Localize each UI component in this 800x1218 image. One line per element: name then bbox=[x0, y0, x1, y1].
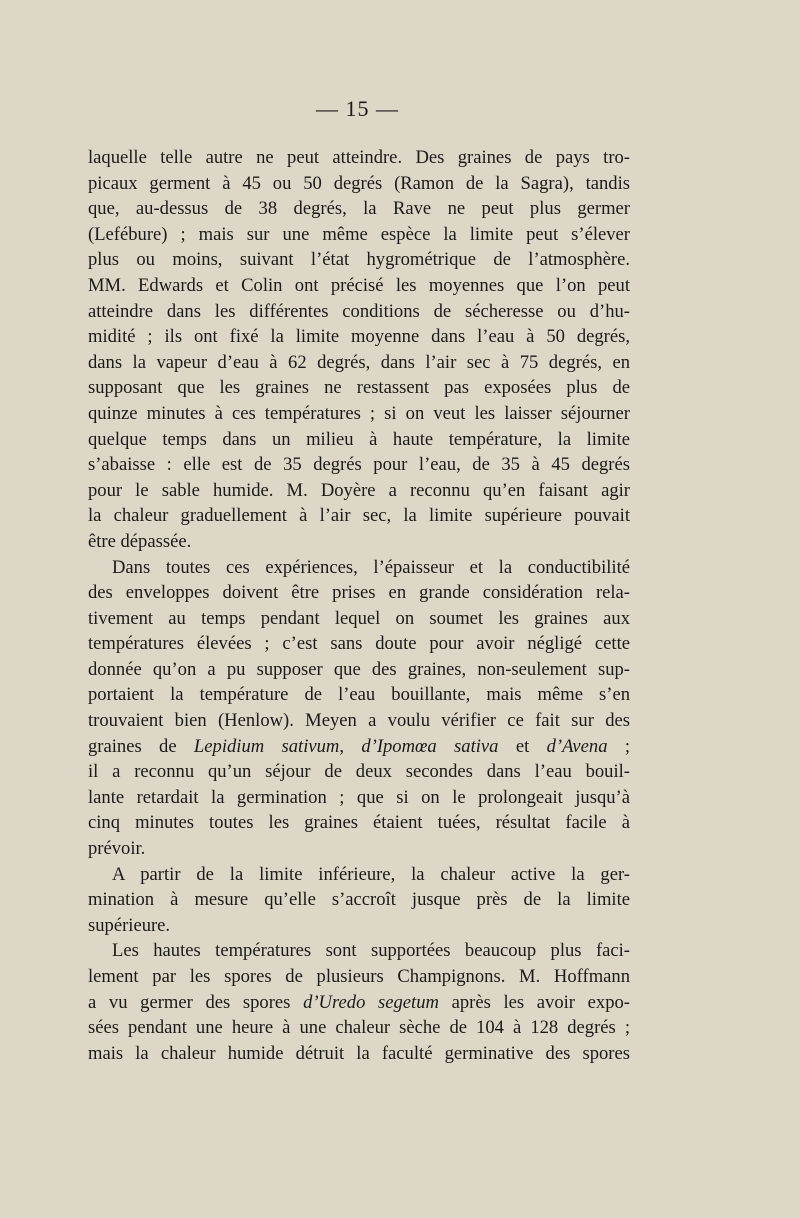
italic-taxon: d’Avena bbox=[546, 735, 608, 757]
italic-taxon: d’Ipomœa sativa bbox=[361, 735, 499, 757]
text-line: Les hautes températures sont supportées beaucoup plus faci- bbox=[112, 940, 630, 962]
text-line: dans la vapeur d’eau à 62 degrés, dans l’air sec à 75 degrés, en bbox=[88, 351, 630, 373]
text-line: laquelle telle autre ne peut atteindre. Des graines de pays tro- bbox=[88, 147, 630, 168]
text-line: mination à mesure qu’elle s’accroît jusque près de la limite bbox=[88, 889, 630, 911]
text-line: cinq minutes toutes les graines étaient tuées, résultat facile à bbox=[88, 812, 630, 834]
text-line: Dans toutes ces expériences, l’épaisseur et la conductibilité bbox=[112, 556, 630, 578]
text-line: (Lefébure) ; mais sur une même espèce la limite peut s’élever bbox=[88, 223, 630, 245]
text-line: quinze minutes à ces températures ; si on veut les laisser séjourner bbox=[88, 402, 630, 424]
paragraph bbox=[88, 145, 630, 555]
text-line: a vu germer des spores d’Uredo segetum après les avoir expo- bbox=[88, 991, 630, 1013]
text-line: pour le sable humide. M. Doyère a reconnu qu’en faisant agir bbox=[88, 479, 630, 501]
text-line: atteindre dans les différentes conditions de sécheresse ou d’hu- bbox=[88, 300, 630, 322]
italic-taxon: Lepidium sativum bbox=[193, 735, 340, 757]
text-line: A partir de la limite inférieure, la chaleur active la ger- bbox=[112, 863, 630, 885]
text-line: graines de Lepidium sativum, d’Ipomœa sativa et d’Avena ; bbox=[88, 735, 630, 757]
text-line: mais la chaleur humide détruit la faculté germinative des spores bbox=[88, 1042, 630, 1064]
text-line: sées pendant une heure à une chaleur sèche de 104 à 128 degrés ; bbox=[88, 1017, 630, 1039]
text-line: tivement au temps pendant lequel on soumet les graines aux bbox=[88, 607, 630, 629]
page-number: — 15 — bbox=[316, 96, 399, 121]
text-line: températures élevées ; c’est sans doute pour avoir négligé cette bbox=[88, 633, 630, 655]
body-text bbox=[88, 145, 630, 1066]
text-line: supérieure. bbox=[88, 914, 171, 936]
paragraph bbox=[88, 862, 630, 939]
italic-taxon: d’Uredo segetum bbox=[303, 991, 439, 1013]
text-line: être dépassée. bbox=[88, 530, 192, 552]
text-line: il a reconnu qu’un séjour de deux secondes dans l’eau bouil- bbox=[88, 761, 630, 783]
text-line: que, au-dessus de 38 degrés, la Rave ne peut plus germer bbox=[88, 198, 630, 220]
text-line: lante retardait la germination ; que si on le prolongeait jusqu’à bbox=[88, 786, 630, 808]
text-line: midité ; ils ont fixé la limite moyenne dans l’eau à 50 degrés, bbox=[88, 326, 630, 348]
paragraph bbox=[88, 938, 630, 1066]
text-line: picaux germent à 45 ou 50 degrés (Ramon de la Sagra), tandis bbox=[88, 172, 630, 194]
text-line: donnée qu’on a pu supposer que des graines, non-seulement sup- bbox=[88, 658, 630, 680]
text-line: la chaleur graduellement à l’air sec, la limite supérieure pouvait bbox=[88, 505, 630, 527]
text-line: des enveloppes doivent être prises en grande considération rela- bbox=[88, 582, 630, 604]
text-line: trouvaient bien (Henlow). Meyen a voulu vérifier ce fait sur des bbox=[88, 710, 630, 732]
paragraph bbox=[88, 555, 630, 862]
text-line: prévoir. bbox=[88, 838, 146, 860]
text-line: MM. Edwards et Colin ont précisé les moyennes que l’on peut bbox=[88, 274, 630, 296]
text-line: s’abaisse : elle est de 35 degrés pour l’eau, de 35 à 45 degrés bbox=[88, 454, 630, 476]
text-line: lement par les spores de plusieurs Champignons. M. Hoffmann bbox=[88, 966, 630, 987]
text-line: supposant que les graines ne restassent pas exposées plus de bbox=[88, 377, 630, 399]
text-line: portaient la température de l’eau bouillante, mais même s’en bbox=[88, 684, 630, 706]
text-line: quelque temps dans un milieu à haute température, la limite bbox=[88, 428, 630, 450]
text-line: plus ou moins, suivant l’état hygrométrique de l’atmosphère. bbox=[88, 249, 630, 271]
